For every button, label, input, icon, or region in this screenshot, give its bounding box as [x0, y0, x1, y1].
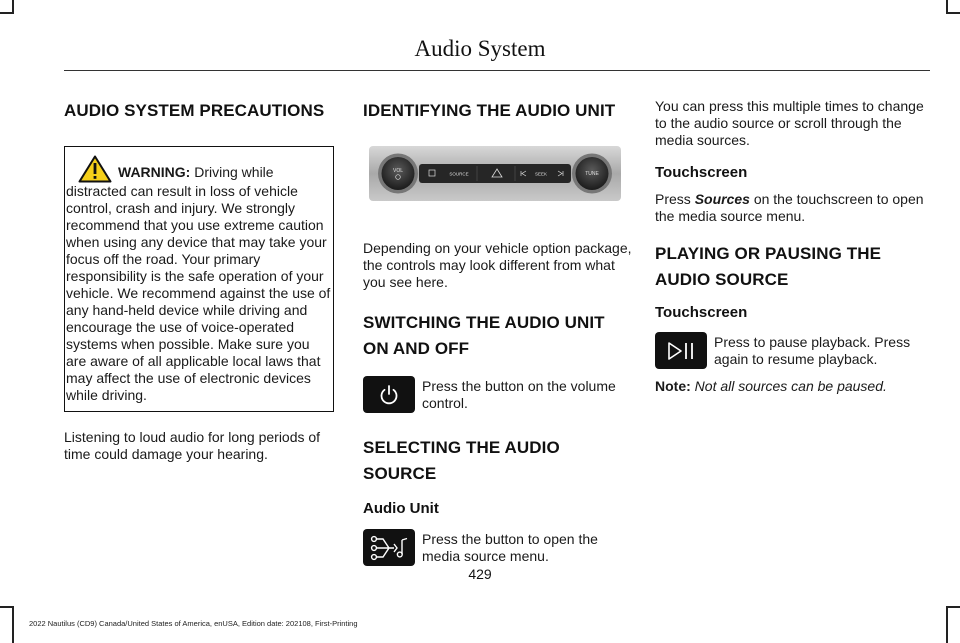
hearing-paragraph: Listening to loud audio for long periods of time could damage your hearing. — [64, 429, 321, 462]
crop-mark — [0, 12, 14, 14]
heading-identifying-unit: IDENTIFYING THE AUDIO UNIT — [363, 101, 616, 120]
heading-audio-precautions: AUDIO SYSTEM PRECAUTIONS — [64, 101, 325, 120]
note-label: Note: — [655, 378, 691, 394]
vol-label: VOL — [392, 168, 404, 174]
sources-word: Sources — [694, 191, 750, 207]
warning-paragraph — [65, 155, 333, 404]
heading-switching-unit: SWITCHING THE AUDIO UNIT ON AND OFF — [363, 313, 605, 358]
column-left — [64, 98, 334, 463]
crop-mark — [0, 606, 14, 608]
source-label: SOURCE — [449, 171, 469, 177]
multiple-press-paragraph: You can press this multiple times to change to the audio source or scroll through the media sources. — [655, 98, 924, 148]
note-paragraph — [655, 378, 930, 395]
pause-instruction — [655, 332, 930, 369]
heading-selecting-source: SELECTING THE AUDIO SOURCE — [363, 438, 560, 483]
crop-mark — [946, 606, 948, 643]
crop-mark — [946, 606, 960, 608]
warning-label: WARNING: — [118, 164, 191, 180]
column-middle — [363, 98, 633, 566]
power-instruction — [363, 376, 633, 413]
subheading-touchscreen-2: Touchscreen — [655, 304, 748, 321]
page-number: 429 — [468, 566, 492, 582]
warning-text: Driving while distracted can result in loss of vehicle control, crash and injury. We strongly recommend that you use extreme caution when using any device that may take your focus off the road. Your primary responsibility is the safe operation of your vehicle. We recommend against the use of any hand-held device while driving and encourage the use of voice-operated systems when possible. Make sure you are aware of all applicable local laws that may affect the use of electronic devices while driving. — [66, 164, 331, 403]
pause-text: Press to pause playback. Press again to resume playback. — [714, 334, 911, 367]
tune-label: TUNE — [585, 171, 599, 177]
subheading-touchscreen-1: Touchscreen — [655, 164, 748, 181]
note-text: Not all sources can be paused. — [694, 378, 887, 394]
subheading-audio-unit: Audio Unit — [363, 500, 439, 517]
crop-mark — [12, 606, 14, 643]
sources-paragraph — [655, 191, 930, 225]
seek-label: SEEK — [534, 171, 548, 177]
source-instruction — [363, 529, 633, 566]
audio-unit-illustration — [369, 146, 621, 201]
edition-info: 2022 Nautilus (CD9) Canada/United States of America, enUSA, Edition date: 202108, First-Printing — [29, 619, 358, 628]
media-source-icon — [363, 529, 415, 566]
power-icon — [363, 376, 415, 413]
warning-box — [64, 146, 334, 412]
header-divider — [64, 70, 930, 71]
power-text: Press the button on the volume control. — [422, 378, 616, 411]
warning-triangle-icon — [78, 155, 112, 183]
heading-playing-pausing: PLAYING OR PAUSING THE AUDIO SOURCE — [655, 244, 882, 289]
controls-note: Depending on your vehicle option package, the controls may look different from what you see here. — [363, 240, 632, 290]
play-pause-icon — [655, 332, 707, 369]
press-word: Press — [655, 191, 691, 207]
page-header-title: Audio System — [414, 36, 546, 61]
crop-mark — [946, 12, 960, 14]
source-text: Press the button to open the media source menu. — [422, 531, 598, 564]
sources-rest: on the touchscreen to open the media source menu. — [655, 191, 924, 224]
column-right — [655, 98, 930, 395]
